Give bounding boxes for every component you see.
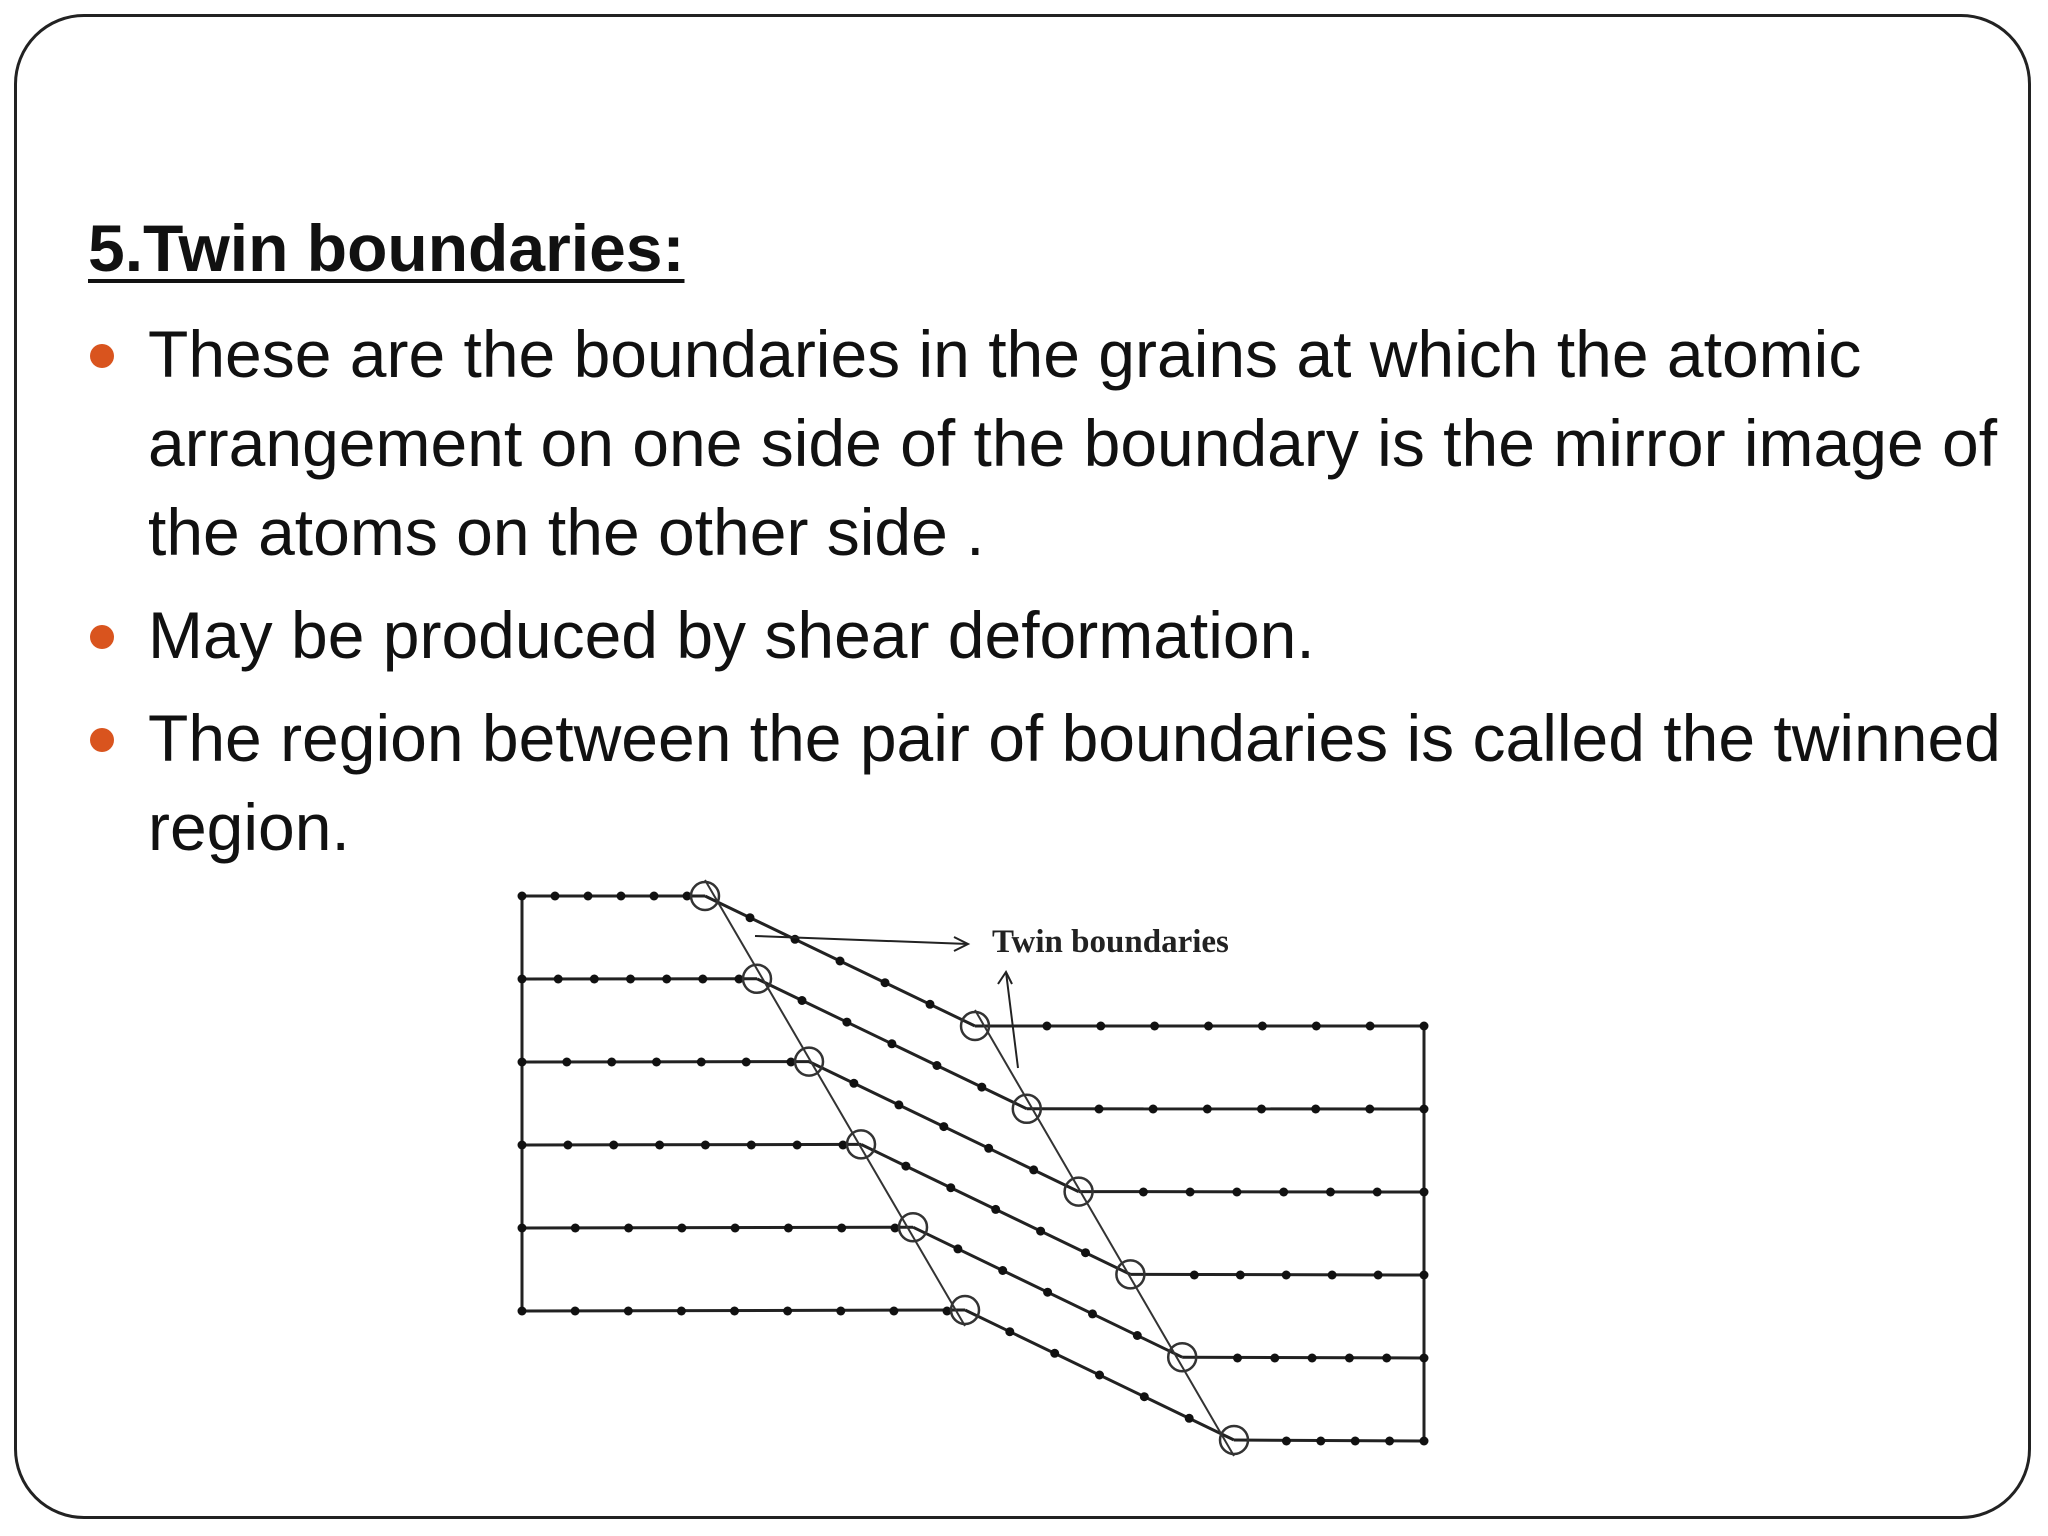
atom xyxy=(1029,1165,1038,1174)
atom xyxy=(624,1307,633,1316)
atom xyxy=(946,1183,955,1192)
atom xyxy=(894,1100,903,1109)
atom xyxy=(939,1122,948,1131)
atom xyxy=(836,1307,845,1316)
atom xyxy=(1420,1437,1429,1446)
atom xyxy=(1420,1188,1429,1197)
atom xyxy=(518,1141,527,1150)
atom xyxy=(1095,1371,1104,1380)
atom xyxy=(1420,1022,1429,1031)
atom xyxy=(1282,1437,1291,1446)
atom xyxy=(697,1058,706,1067)
atom xyxy=(889,1307,898,1316)
atom xyxy=(1420,1271,1429,1280)
atom xyxy=(554,975,563,984)
atom xyxy=(652,1058,661,1067)
twin-boundary-line-2 xyxy=(975,1010,1234,1456)
atom xyxy=(1204,1022,1213,1031)
atom xyxy=(562,1058,571,1067)
atom xyxy=(698,975,707,984)
boundary-atom-circles xyxy=(691,882,1248,1454)
atom xyxy=(1140,1392,1149,1401)
atom xyxy=(1257,1105,1266,1114)
atom xyxy=(991,1205,1000,1214)
atom xyxy=(1043,1288,1052,1297)
left-lattice-row xyxy=(522,1310,965,1311)
atom xyxy=(1133,1331,1142,1340)
atom xyxy=(1190,1271,1199,1280)
atom xyxy=(926,1000,935,1009)
atom xyxy=(1185,1414,1194,1423)
atom xyxy=(626,975,635,984)
atom xyxy=(731,1224,740,1233)
atom xyxy=(607,1058,616,1067)
label-arrows xyxy=(755,936,1018,1068)
atom xyxy=(1312,1022,1321,1031)
slide-title: 5.Twin boundaries: xyxy=(88,211,685,285)
atom xyxy=(1050,1349,1059,1358)
atom xyxy=(953,1244,962,1253)
atom xyxy=(677,1224,686,1233)
atom xyxy=(518,975,527,984)
atom xyxy=(730,1307,739,1316)
atom xyxy=(881,978,890,987)
atom xyxy=(701,1141,710,1150)
atom xyxy=(1328,1271,1337,1280)
atom xyxy=(1203,1105,1212,1114)
atom xyxy=(1150,1022,1159,1031)
atom xyxy=(1326,1188,1335,1197)
atom xyxy=(783,1307,792,1316)
atom xyxy=(551,892,560,901)
atom xyxy=(1345,1354,1354,1363)
atom xyxy=(784,1224,793,1233)
left-lattice-row xyxy=(522,1144,861,1145)
atom xyxy=(1385,1437,1394,1446)
bullet-text-3: The region between the pair of boundaries is called the twinned region. xyxy=(148,701,2001,864)
atom xyxy=(1232,1188,1241,1197)
atom xyxy=(1382,1354,1391,1363)
atom xyxy=(1088,1309,1097,1318)
atom xyxy=(1096,1022,1105,1031)
atom xyxy=(998,1266,1007,1275)
atom xyxy=(1270,1354,1279,1363)
atom xyxy=(1186,1188,1195,1197)
bullet-text-1: These are the boundaries in the grains at which the atomic arrangement on one side of the boundary is the mirror image of the atoms on the other side . xyxy=(148,317,1998,569)
atom xyxy=(584,892,593,901)
bullet-text-2: May be produced by shear deformation. xyxy=(148,598,1315,672)
atom xyxy=(1036,1227,1045,1236)
atom xyxy=(842,1018,851,1027)
atom xyxy=(1420,1105,1429,1114)
atom xyxy=(1316,1437,1325,1446)
atom xyxy=(518,1058,527,1067)
lattice-atoms xyxy=(518,892,1429,1446)
atom xyxy=(662,975,671,984)
atom xyxy=(677,1307,686,1316)
atom xyxy=(1042,1022,1051,1031)
atom xyxy=(742,1058,751,1067)
atom xyxy=(1149,1105,1158,1114)
atom xyxy=(571,1224,580,1233)
atom xyxy=(1420,1354,1429,1363)
atom xyxy=(887,1039,896,1048)
atom xyxy=(791,935,800,944)
atom xyxy=(518,1307,527,1316)
atom xyxy=(1311,1105,1320,1114)
atom xyxy=(1373,1188,1382,1197)
atom xyxy=(984,1144,993,1153)
atom xyxy=(1374,1271,1383,1280)
atom xyxy=(746,913,755,922)
atom xyxy=(609,1141,618,1150)
atom xyxy=(747,1141,756,1150)
atom xyxy=(655,1141,664,1150)
atom xyxy=(1366,1022,1375,1031)
atom xyxy=(836,957,845,966)
atom xyxy=(1095,1105,1104,1114)
right-lattice-row xyxy=(1234,1440,1424,1441)
atom xyxy=(1139,1188,1148,1197)
atom xyxy=(590,975,599,984)
atom xyxy=(798,996,807,1005)
atom xyxy=(1308,1354,1317,1363)
atom xyxy=(571,1307,580,1316)
twin-boundary-lines xyxy=(705,880,1234,1456)
atom xyxy=(1351,1437,1360,1446)
atom xyxy=(1279,1188,1288,1197)
atom xyxy=(1081,1248,1090,1257)
atom xyxy=(518,892,527,901)
atom xyxy=(563,1141,572,1150)
atom xyxy=(849,1079,858,1088)
lattice-lines xyxy=(522,896,1424,1441)
atom xyxy=(1365,1105,1374,1114)
atom xyxy=(837,1224,846,1233)
atom xyxy=(793,1141,802,1150)
atom xyxy=(1258,1022,1267,1031)
atom xyxy=(650,892,659,901)
left-lattice-row xyxy=(522,1227,913,1228)
atom xyxy=(617,892,626,901)
atom xyxy=(1236,1271,1245,1280)
atom xyxy=(624,1224,633,1233)
atom xyxy=(1233,1354,1242,1363)
twin-boundary-line-1 xyxy=(705,880,965,1326)
atom xyxy=(901,1162,910,1171)
atom xyxy=(1282,1271,1291,1280)
atom xyxy=(518,1224,527,1233)
twin-boundaries-label: Twin boundaries xyxy=(992,924,1229,960)
atom xyxy=(1005,1327,1014,1336)
atom xyxy=(932,1061,941,1070)
atom xyxy=(977,1083,986,1092)
